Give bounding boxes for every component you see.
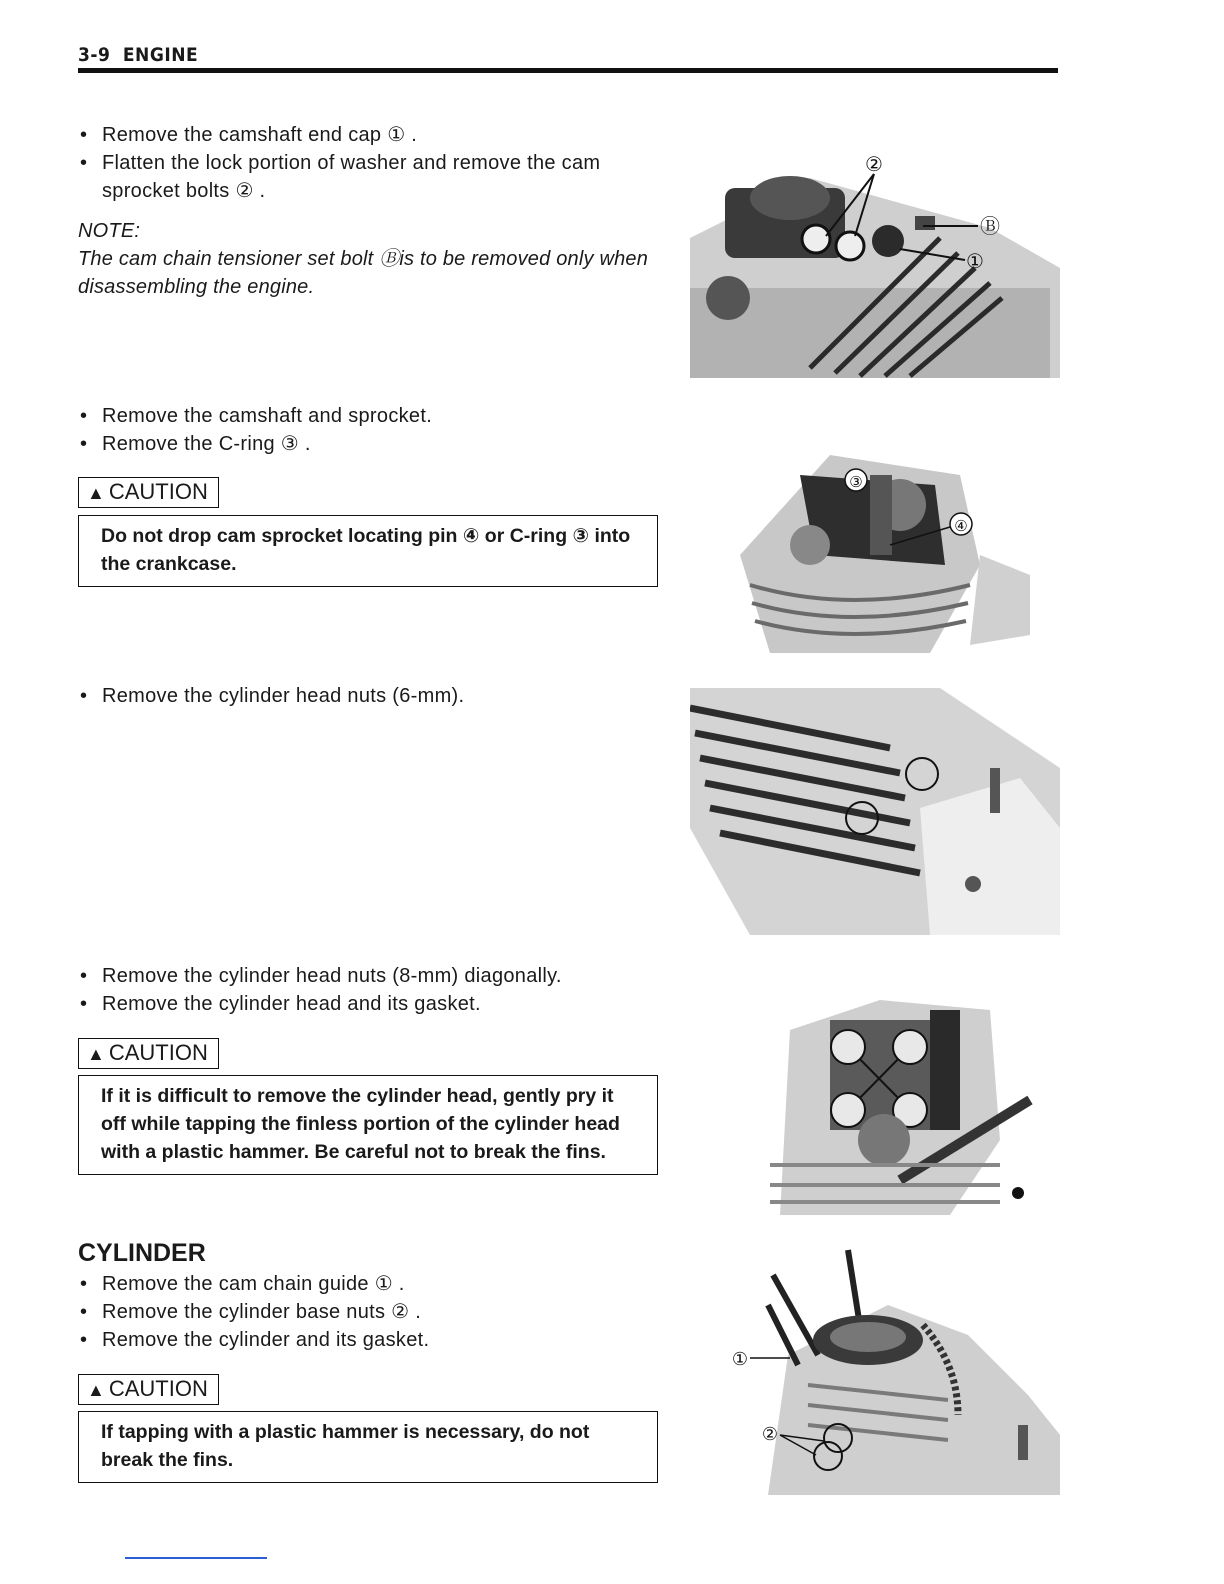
photo-head-nuts-6mm <box>690 688 1060 935</box>
photo-callout: ② <box>761 1424 779 1444</box>
camshaft-removal-steps <box>78 402 663 587</box>
page-number: 3-9 <box>78 44 111 66</box>
photo-callout: ② <box>865 154 883 176</box>
list-item: • Remove the cylinder and its gasket. <box>78 1326 663 1354</box>
step-list <box>78 1270 663 1354</box>
caution-label: ▲ CAUTION <box>78 1374 219 1405</box>
photo-callout: ③ <box>849 474 863 491</box>
photo-cam-sprocket <box>690 118 1060 378</box>
section-title: CYLINDER <box>78 1239 206 1267</box>
list-item: • Remove the cylinder head nuts (6-mm). <box>78 682 663 710</box>
list-item: • Remove the cylinder head and its gasket. <box>78 990 663 1018</box>
photo-callout: ① <box>966 251 984 273</box>
page-header <box>78 44 198 66</box>
cylinder-section <box>78 1238 663 1483</box>
caution-label: ▲ CAUTION <box>78 1038 219 1069</box>
head-removal-steps <box>78 962 663 1175</box>
list-item: • Remove the cylinder base nuts ② . <box>78 1298 663 1326</box>
section-name: ENGINE <box>122 44 199 66</box>
warning-icon: ▲ <box>87 483 105 503</box>
caution-text: If it is difficult to remove the cylinder head, gently pry it off while tapping the finless portion of the cylinder head with a plastic hammer. Be careful not to break the fins. <box>78 1075 658 1175</box>
step-list <box>78 402 663 458</box>
list-item: • Remove the camshaft and sprocket. <box>78 402 663 430</box>
photo-callout: ① <box>731 1349 749 1369</box>
footer-rule <box>125 1557 267 1559</box>
list-item: • Remove the cylinder head nuts (8-mm) diagonally. <box>78 962 663 990</box>
warning-icon: ▲ <box>87 1380 105 1400</box>
list-item: • Remove the cam chain guide ① . <box>78 1270 663 1298</box>
photo-c-ring <box>730 435 1060 653</box>
head-nuts-6mm-steps <box>78 682 663 710</box>
photo-head-nuts-8mm <box>760 990 1060 1215</box>
caution-notice <box>78 477 663 587</box>
list-item: • Remove the C-ring ③ . <box>78 430 663 458</box>
warning-icon: ▲ <box>87 1044 105 1064</box>
caution-notice <box>78 1374 663 1483</box>
list-item: • Flatten the lock portion of washer and remove the cam sprocket bolts ② . <box>78 149 663 205</box>
note-text: The cam chain tensioner set bolt Ⓑis to be removed only when disassembling the engine. <box>78 248 649 298</box>
caution-notice <box>78 1038 663 1175</box>
note-label: NOTE: <box>78 220 141 242</box>
photo-callout: ④ <box>954 518 968 535</box>
list-item: • Remove the camshaft end cap ① . <box>78 121 663 149</box>
photo-callout: Ⓑ <box>980 216 1000 238</box>
header-rule <box>78 68 1058 73</box>
step-list <box>78 121 663 205</box>
caution-text: If tapping with a plastic hammer is necessary, do not break the fins. <box>78 1411 658 1483</box>
step-list <box>78 682 663 710</box>
photo-cylinder <box>728 1245 1060 1495</box>
caution-label: ▲ CAUTION <box>78 477 219 508</box>
camshaft-end-cap-steps <box>78 121 663 301</box>
step-list <box>78 962 663 1018</box>
caution-text: Do not drop cam sprocket locating pin ④ or C-ring ③ into the crankcase. <box>78 515 658 587</box>
